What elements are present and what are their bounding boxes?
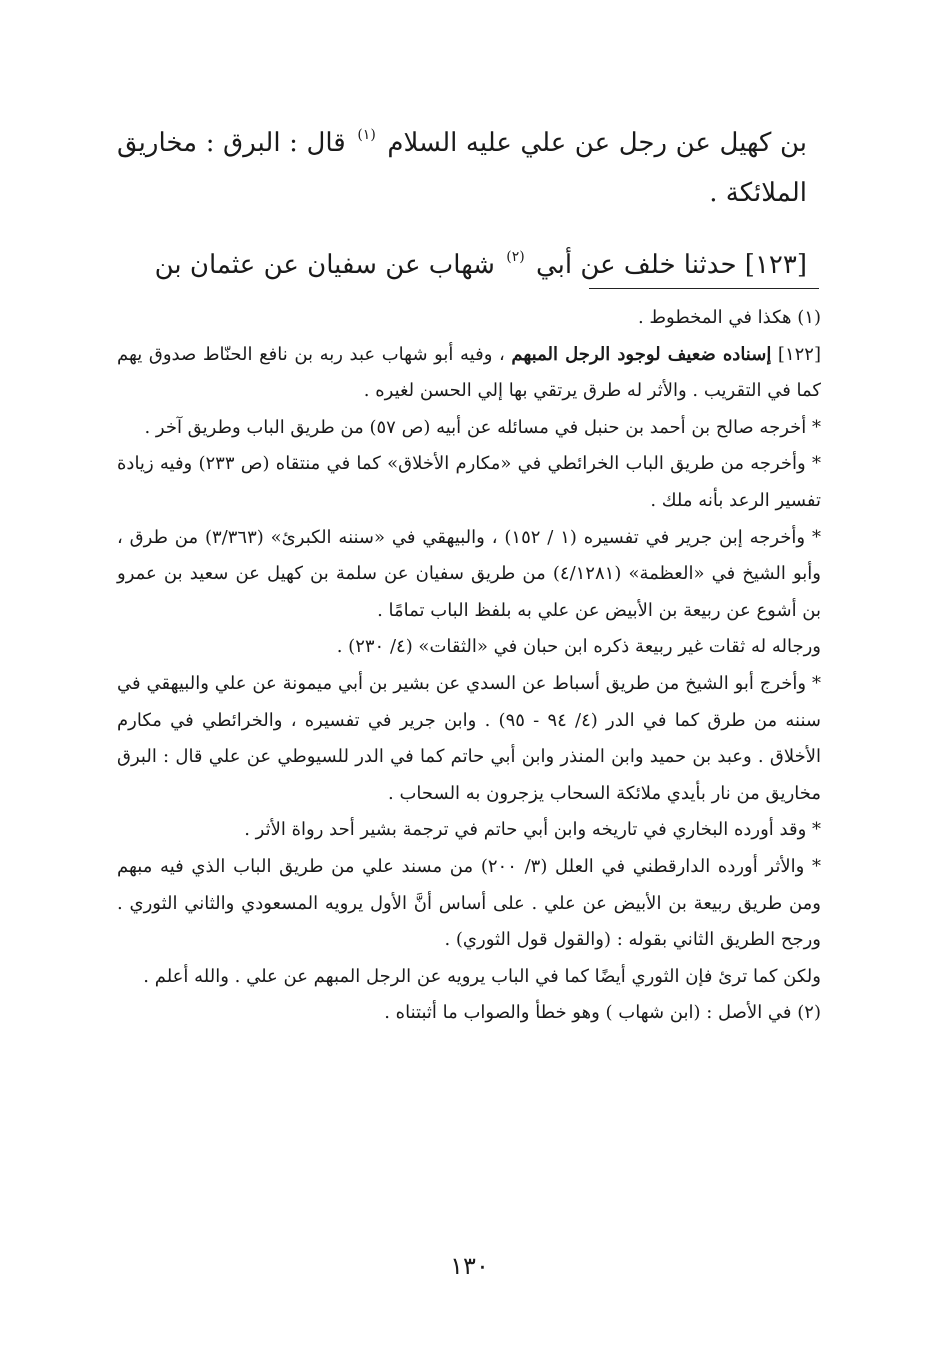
- footnote-1: (١) هكذا في المخطوط .: [637, 307, 821, 328]
- commentary-note-kharaiti: * وأخرجه من طريق الباب الخرائطي في «مكارم الأخلاق» كما في منتقاه (ص ٢٣٣) وفيه زيادة تفسير الرعد بأنه ملك .: [117, 453, 821, 511]
- commentary-note-daraqutni: * والأثر أورده الدارقطني في العلل (٣/ ٢٠٠) من مسند علي من طريق الباب الذي فيه مبهم ومن طريق ربيعة بن الأبيض عن علي . على أساس أنَّ الأول يرويه المسعودي والثاني الثوري . ورجح الطريق الثاني بقوله : (والقول قول الثوري) .: [117, 855, 822, 951]
- main-paragraph-1-tail: قال : البرق : مخاريق الملائكة .: [117, 128, 807, 208]
- commentary-122-rest: ، وفيه أبو شهاب عبد ربه بن نافع الحنّاط صدوق يهم كما في التقريب . والأثر له طرق يرتقي بها إلي الحسن لغيره .: [117, 343, 821, 402]
- grading-text: إسناده ضعيف لوجود الرجل المبهم: [511, 343, 772, 365]
- commentary-note-ibn-jarir: * وأخرجه إبن جرير في تفسيره (١ / ١٥٢) ، والبيهقي في «سننه الكبرئ» (٣/٣٦٣) من طرق ، وأبو الشيخ في «العظمة» (٤/١٢٨١) من طريق سفيان عن سلمة بن كهيل عن سعيد بن عمرو بن أشوع عن ربيعة بن الأبيض عن علي به بلفظ الباب تمامًا .: [117, 526, 821, 621]
- footnote-ref-1: (١): [357, 127, 376, 143]
- main-text: [117, 110, 807, 290]
- commentary-122: [117, 337, 821, 410]
- main-paragraph-2: [117, 232, 807, 290]
- main-paragraph-1-text: بن كهيل عن رجل عن علي عليه السلام: [387, 128, 808, 158]
- commentary-note-saleh: * أخرجه صالح بن أحمد بن حنبل في مسائله عن أبيه (ص ٥٧) من طريق الباب وطريق آخر .: [144, 416, 821, 438]
- footnote-2: (٢) في الأصل : (ابن شهاب ) وهو خطأ والصواب ما أثبتناه .: [384, 1002, 821, 1024]
- main-paragraph-2-head: [١٢٣] حدثنا خلف عن أبي: [535, 250, 807, 280]
- footnotes: [117, 300, 821, 1032]
- commentary-note-rijal: ورجاله له ثقات غير ربيعة ذكره ابن حبان في «الثقات» (٤/ ٢٣٠) .: [336, 636, 821, 658]
- entry-number: [١٢٢]: [777, 343, 821, 365]
- main-paragraph-1: [117, 110, 807, 218]
- commentary-note-conclusion: ولكن كما ترئ فإن الثوري أيضًا كما في الباب يرويه عن الرجل المبهم عن علي . والله أعلم .: [143, 965, 821, 987]
- commentary-note-bukhari: * وقد أورده البخاري في تاريخه وابن أبي حاتم في ترجمة بشير أحد رواة الأثر .: [244, 819, 821, 841]
- footnote-separator: [589, 288, 819, 289]
- commentary-note-abu-shaykh: * وأخرج أبو الشيخ من طريق أسباط عن السدي عن بشير بن أبي ميمونة عن علي والبيهقي في سننه من طرق كما في الدر (٤/ ٩٤ - ٩٥) . وابن جرير في تفسيره ، والخرائطي في مكارم الأخلاق . وعبد بن حميد وابن المنذر وابن أبي حاتم كما في الدر للسيوطي عن علي قال : البرق مخاريق من نار بأيدي ملائكة السحاب يزجرون به السحاب .: [117, 672, 821, 804]
- page-number: ١٣٠: [450, 1252, 489, 1280]
- footnote-ref-2: (٢): [506, 249, 525, 265]
- main-paragraph-2-tail: شهاب عن سفيان عن عثمان بن: [154, 250, 495, 280]
